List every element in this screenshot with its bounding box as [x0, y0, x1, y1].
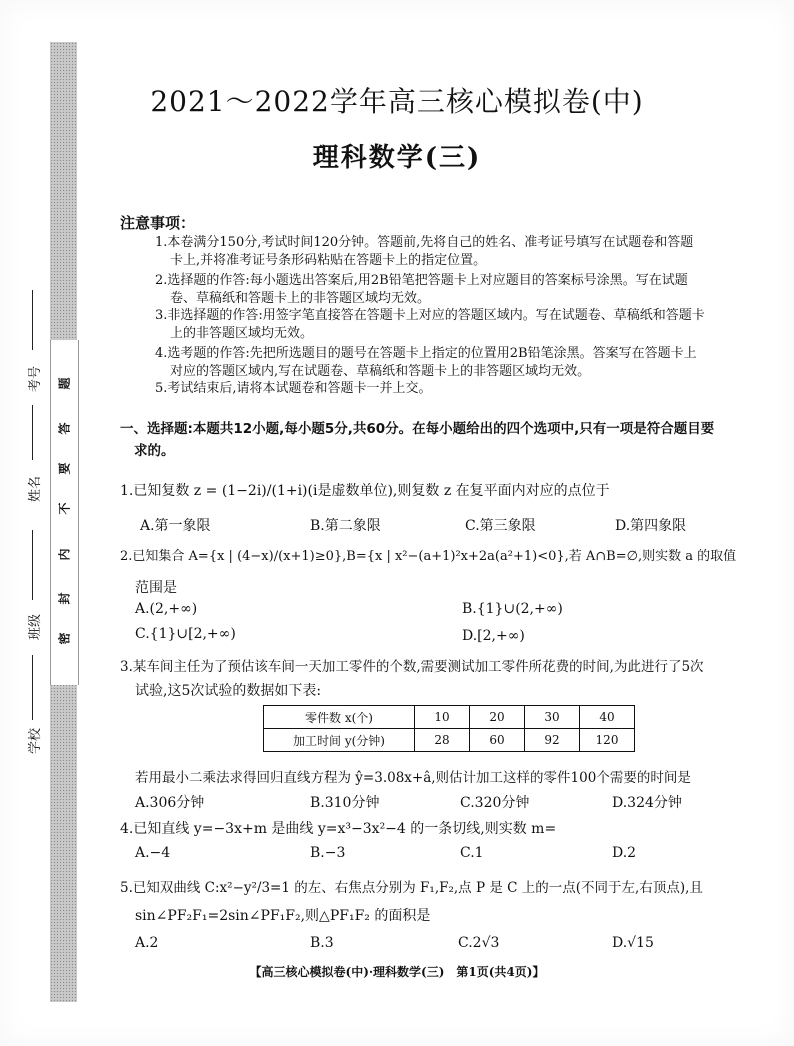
notice-line: 5.考试结束后,请将本试题卷和答题卡一并上交。: [155, 381, 432, 396]
field-line-name: [32, 405, 33, 460]
q5-option-d: D.√15: [612, 935, 654, 951]
field-label-school: 学校: [28, 727, 43, 754]
seal-char: 要: [57, 462, 72, 475]
notice-line: 卡上,并将准考证号条形码粘贴在答题卡上的指定位置。: [170, 253, 487, 268]
q2-option-c: C.{1}∪[2,+∞): [135, 626, 236, 642]
question-3-stem-cont: 试验,这5次试验的数据如下表:: [135, 683, 322, 699]
table-cell: 92: [525, 729, 580, 752]
notice-line: 2.选择题的作答:每小题选出答案后,用2B铅笔把答题卡上对应题目的答案标号涂黑。写在试题: [155, 273, 688, 288]
notice-heading: 注意事项：: [120, 214, 196, 232]
question-2-stem-cont: 范围是: [135, 580, 177, 596]
question-3-stem: 3.某车间主任为了预估该车间一天加工零件的个数,需要测试加工零件所花费的时间,为此进行了5次: [120, 659, 704, 675]
q1-option-a: A.第一象限: [140, 518, 211, 534]
notice-line: 1.本卷满分150分,考试时间120分钟。答题前,先将自己的姓名、准考证号填写在试题卷和答题: [155, 235, 694, 250]
seal-char: 内: [57, 548, 72, 561]
table-row-header: 零件数 x(个): [264, 706, 415, 729]
notice-line: 上的非答题区域均无效。: [170, 326, 314, 341]
field-label-class: 班级: [28, 613, 43, 640]
question-4-stem: 4.已知直线 y=−3x+m 是曲线 y=x³−3x²−4 的一条切线,则实数 m=: [120, 821, 557, 837]
q1-option-d: D.第四象限: [615, 518, 687, 534]
seal-char: 不: [57, 502, 72, 515]
field-label-exam-number: 考号: [28, 365, 43, 392]
q4-option-c: C.1: [460, 845, 484, 861]
question-2-stem: 2.已知集合 A={x | (4−x)/(x+1)≥0},B={x | x²−(a+1)²x+2a(a²+1)<0},若 A∩B=∅,则实数 a 的取值: [120, 549, 737, 564]
notice-line: 卷、草稿纸和答题卡上的非答题区域均无效。: [170, 291, 431, 306]
table-cell: 120: [580, 729, 635, 752]
field-line-exam-number: [32, 290, 33, 350]
subject-title: 理科数学(三): [312, 143, 482, 173]
q3-option-c: C.320分钟: [460, 795, 530, 811]
section1-heading-cont: 求的。: [134, 443, 175, 459]
section1-heading: 一、选择题:本题共12小题,每小题5分,共60分。在每小题给出的四个选项中,只有一项是符合题目要: [120, 421, 715, 437]
q5-option-a: A.2: [135, 935, 159, 951]
field-label-name: 姓名: [28, 475, 43, 502]
q3-option-a: A.306分钟: [135, 795, 205, 811]
exam-title: 2021～2022学年高三核心模拟卷(中): [150, 85, 644, 118]
table-row: [264, 729, 635, 752]
table-row: [264, 706, 635, 729]
q2-option-b: B.{1}∪(2,+∞): [462, 601, 563, 617]
question-5-stem-cont: sin∠PF₂F₁=2sin∠PF₁F₂,则△PF₁F₂ 的面积是: [135, 908, 431, 924]
seal-char: 答: [57, 422, 72, 435]
notice-line: 对应的答题区域内,写在试题卷、草稿纸和答题卡上的非答题区域均无效。: [170, 364, 591, 379]
table-cell: 28: [415, 729, 470, 752]
q4-option-b: B.−3: [310, 845, 346, 861]
q2-option-a: A.(2,+∞): [135, 601, 198, 617]
table-cell: 30: [525, 706, 580, 729]
q3-option-b: B.310分钟: [310, 795, 380, 811]
question-1-stem: 1.已知复数 z = (1−2i)/(1+i)(i是虚数单位),则复数 z 在复平面内对应的点位于: [120, 483, 610, 499]
q1-option-b: B.第二象限: [310, 518, 381, 534]
table-cell: 40: [580, 706, 635, 729]
q5-option-b: B.3: [310, 935, 334, 951]
field-line-class: [32, 530, 33, 600]
notice-line: 3.非选择题的作答:用签字笔直接答在答题卡上对应的答题区域内。写在试题卷、草稿纸和答题卡: [155, 308, 705, 323]
q5-option-c: C.2√3: [458, 935, 500, 951]
seal-char: 封: [57, 592, 72, 605]
field-line-school: [32, 655, 33, 720]
table-cell: 60: [470, 729, 525, 752]
data-table: [263, 705, 635, 752]
table-cell: 20: [470, 706, 525, 729]
notice-line: 4.选考题的作答:先把所选题目的题号在答题卡上指定的位置用2B铅笔涂黑。答案写在答题卡上: [155, 346, 697, 361]
question-3-followup: 若用最小二乘法求得回归直线方程为 ŷ=3.08x+â,则估计加工这样的零件100个需要的时间是: [135, 770, 691, 786]
seal-char: 题: [57, 377, 72, 390]
q2-option-d: D.[2,+∞): [462, 628, 525, 644]
table-row-header: 加工时间 y(分钟): [264, 729, 415, 752]
page-footer: 【高三核心模拟卷(中)·理科数学(三) 第1页(共4页)】: [249, 965, 545, 979]
question-5-stem: 5.已知双曲线 C:x²−y²/3=1 的左、右焦点分别为 F₁,F₂,点 P 是 C 上的一点(不同于左,右顶点),且: [120, 880, 703, 896]
table-cell: 10: [415, 706, 470, 729]
q1-option-c: C.第三象限: [465, 518, 536, 534]
q4-option-d: D.2: [612, 845, 637, 861]
seal-char: 密: [57, 632, 72, 645]
q4-option-a: A.−4: [135, 845, 171, 861]
q3-option-d: D.324分钟: [612, 795, 682, 811]
